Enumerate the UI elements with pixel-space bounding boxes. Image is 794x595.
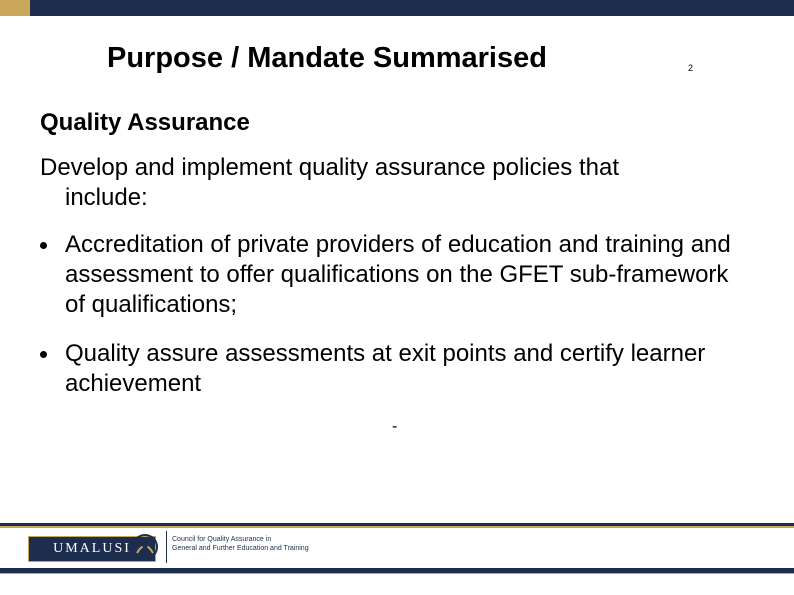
top-banner-accent [0,0,30,16]
intro-line-1: Develop and implement quality assurance policies that [40,154,619,181]
bullet-dot-icon [40,242,47,249]
bullet-text: Accreditation of private providers of education and training and assessment to offer qualifications on the GFET sub-framework of qualifications; [65,231,731,318]
logo-wordmark: UMALUSI [53,541,131,556]
top-banner [0,0,794,16]
section-heading: Quality Assurance [40,109,250,136]
council-line-1: Council for Quality Assurance in [172,536,272,543]
council-name [172,535,309,553]
dash-mark: - [392,418,398,435]
footer-rule-accent [0,526,794,528]
slide-number: 2 [688,63,694,73]
bullet-text: Quality assure assessments at exit points and certify learner achievement [65,340,706,397]
intro-line-2: include: [65,184,148,211]
bullet-item [40,339,740,399]
footer-bottom-accent [0,573,794,574]
council-line-2: General and Further Education and Training [172,545,309,552]
bullet-item [40,230,740,320]
footer-divider [166,531,167,563]
umalusi-emblem-icon [130,531,160,563]
bullet-dot-icon [40,351,47,358]
intro-paragraph [40,153,760,213]
slide-title: Purpose / Mandate Summarised [107,42,547,74]
